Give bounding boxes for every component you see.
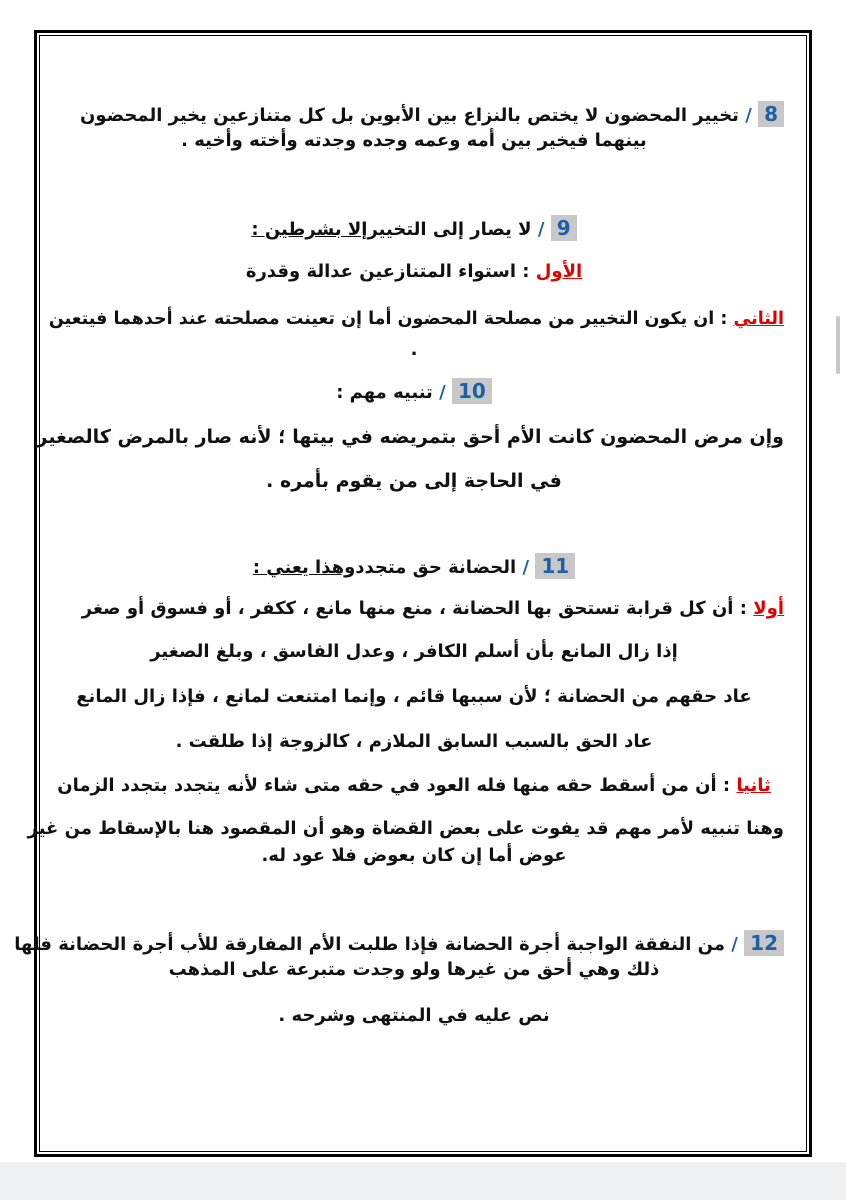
item11-note-line1: وهنا تنبيه لأمر مهم قد يفوت على بعض القضاة وهو أن المقصود هنا بالإسقاط من غير xyxy=(27,818,784,839)
item12-number: 12 xyxy=(744,930,784,956)
item11-heading xyxy=(44,553,784,581)
item11-slash: / xyxy=(522,557,530,578)
item9-heading-plain: لا يصار إلى التخيير xyxy=(367,219,532,240)
item8-text1: تخيير المحضون لا يختص بالنزاع بين الأبوين بل كل متنازعين يخير المحضون xyxy=(80,105,739,126)
item10-heading xyxy=(44,378,784,406)
item11-heading-plain: الحضانة حق متجدد xyxy=(355,557,517,578)
item8-number: 8 xyxy=(758,101,784,127)
bottom-toolbar-area xyxy=(0,1162,846,1200)
item11-first-text1: : أن كل قرابة تستحق بها الحضانة ، منع منها مانع ، ككفر ، أو فسوق أو صغر xyxy=(81,598,747,619)
item9-first-label: الأول xyxy=(535,261,583,282)
item10-line1: وإن مرض المحضون كانت الأم أحق بتمريضه في بيتها ؛ لأنه صار بالمرض كالصغير xyxy=(36,426,784,448)
item12-line1-row xyxy=(14,930,784,958)
item9-second xyxy=(44,306,784,332)
item9-first-text: : استواء المتنازعين عدالة وقدرة xyxy=(245,261,530,282)
item10-line2: في الحاجة إلى من يقوم بأمره . xyxy=(266,470,562,492)
item9-slash: / xyxy=(537,219,545,240)
item9-second-end: . xyxy=(410,339,418,360)
item8-line1 xyxy=(44,101,784,129)
item11-second-line1 xyxy=(44,773,784,799)
item8-slash: / xyxy=(745,105,752,126)
item9-heading-underlined: إلا بشرطين : xyxy=(251,219,368,240)
page-border xyxy=(27,30,812,1157)
scrollbar-thumb[interactable] xyxy=(836,316,840,374)
item9-second-label: الثاني xyxy=(733,309,784,329)
item12-text1: من النفقة الواجبة أجرة الحضانة فإذا طلبت الأم المفارقة للأب أجرة الحضانة فلها xyxy=(14,934,726,955)
item12-slash: / xyxy=(731,934,738,955)
item11-first-line3: عاد حقهم من الحضانة ؛ لأن سببها قائم ، وإنما امتنعت لمانع ، فإذا زال المانع xyxy=(76,686,752,707)
item9-second-text: : ان يكون التخيير من مصلحة المحضون أما إن تعينت مصلحته عند أحدهما فيتعين xyxy=(48,309,728,329)
item11-first-line1 xyxy=(44,596,784,622)
item12-text3: نص عليه في المنتهى وشرحه . xyxy=(278,1005,550,1026)
item9-first xyxy=(44,259,784,285)
item11-number: 11 xyxy=(535,553,575,579)
item9-number: 9 xyxy=(551,215,577,241)
item10-heading-text: تنبيه مهم : xyxy=(336,382,433,403)
item11-second-text1: : أن من أسقط حقه منها فله العود في حقه متى شاء لأنه يتجدد بتجدد الزمان xyxy=(57,775,731,796)
item9-heading xyxy=(44,215,784,243)
item10-number: 10 xyxy=(452,378,492,404)
item8-text2: بينهما فيخير بين أمه وعمه وجده وجدته وأخته وأخيه . xyxy=(181,130,647,151)
item11-first-label: أولا xyxy=(753,598,784,619)
item11-second-label: ثانيا xyxy=(736,775,771,796)
item11-first-line2: إذا زال المانع بأن أسلم الكافر ، وعدل الفاسق ، وبلغ الصغير xyxy=(150,641,678,662)
item12-text2: ذلك وهي أحق من غيرها ولو وجدت متبرعة على المذهب xyxy=(168,959,660,980)
item11-first-line4: عاد الحق بالسبب السابق الملازم ، كالزوجة إذا طلقت . xyxy=(175,731,653,752)
item11-heading-underlined: وهذا يعني : xyxy=(252,557,356,578)
item10-slash: / xyxy=(439,382,446,403)
item11-note-line2: عوض أما إن كان بعوض فلا عود له. xyxy=(261,845,567,866)
